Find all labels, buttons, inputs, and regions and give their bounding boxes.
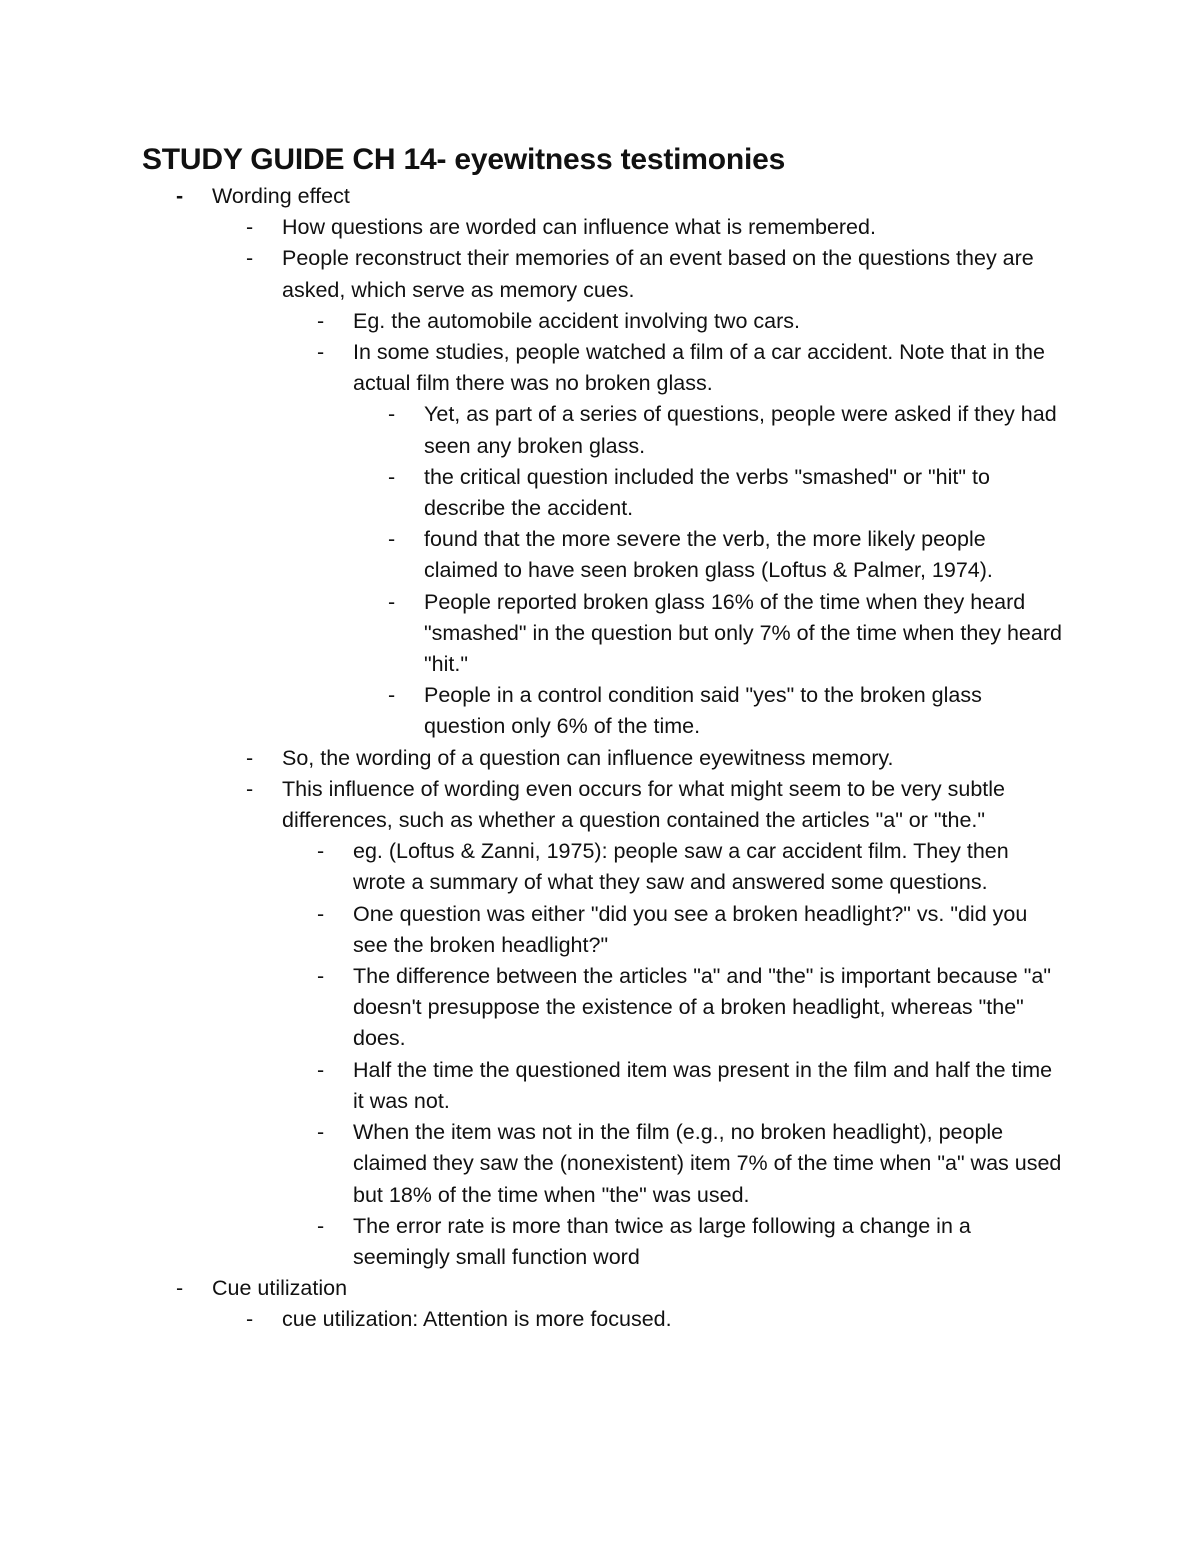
list-item-level-4 <box>0 524 1064 586</box>
list-item-level-2 <box>0 1304 1062 1335</box>
list-item-level-3 <box>0 306 1063 337</box>
list-item-level-3 <box>0 1117 1068 1211</box>
list-item-text: People reconstruct their memories of an event based on the questions they are asked, which serve as memory cues. <box>282 246 1040 302</box>
list-item-level-4 <box>0 587 1068 681</box>
list-item-level-4 <box>0 462 1064 524</box>
bullet-dash: - <box>317 901 325 926</box>
list-item-text: Half the time the questioned item was present in the film and half the time it was not. <box>353 1057 1059 1113</box>
list-item-level-4 <box>0 680 1064 742</box>
bullet-dash: - <box>176 184 184 208</box>
list-item-level-3 <box>0 961 1063 1055</box>
bullet-dash: - <box>388 589 396 614</box>
list-item-level-2 <box>0 212 1062 243</box>
bullet-dash: - <box>246 776 254 801</box>
list-item-text: People in a control condition said "yes" to the broken glass question only 6% of the time. <box>424 683 988 739</box>
bullet-dash: - <box>246 246 254 271</box>
bullet-dash: - <box>317 1213 325 1238</box>
bullet-dash: - <box>317 308 325 333</box>
bullet-dash: - <box>246 1307 254 1332</box>
list-item-level-2 <box>0 243 1062 305</box>
list-item-level-2 <box>0 774 1062 836</box>
list-item-text: Cue utilization <box>212 1276 348 1301</box>
bullet-dash: - <box>388 402 396 427</box>
list-item-text: How questions are worded can influence what is remembered. <box>282 215 876 240</box>
list-item-level-2 <box>0 743 1062 774</box>
list-item-text: The error rate is more than twice as large following a change in a seemingly small function word <box>353 1213 977 1269</box>
list-item-text: People reported broken glass 16% of the time when they heard "smashed" in the question but only 7% of the time when they heard "hit." <box>424 589 1068 677</box>
bullet-dash: - <box>246 215 254 240</box>
list-item-text: One question was either "did you see a broken headlight?" vs. "did you see the broken headlight?" <box>353 901 1034 957</box>
list-item-level-3 <box>0 337 1063 399</box>
bullet-dash: - <box>388 464 396 489</box>
list-item-text: cue utilization: Attention is more focused. <box>282 1307 672 1332</box>
list-item-level-3 <box>0 1211 1063 1273</box>
list-item-text: When the item was not in the film (e.g., no broken headlight), people claimed they saw the (nonexistent) item 7% of the time when "a" was used but 18% of the time when "the" was used. <box>353 1120 1068 1207</box>
list-item-level-1 <box>0 1273 1062 1304</box>
bullet-dash: - <box>388 683 396 708</box>
bullet-dash: - <box>388 527 396 552</box>
list-item-level-3 <box>0 899 1063 961</box>
bullet-dash: - <box>317 340 325 365</box>
list-item-text: the critical question included the verbs "smashed" or "hit" to describe the accident. <box>424 464 996 521</box>
list-item-text: eg. (Loftus & Zanni, 1975): people saw a car accident film. They then wrote a summary of what they saw and answered some questions. <box>353 839 1015 895</box>
list-item-text: Yet, as part of a series of questions, people were asked if they had seen any broken glass. <box>424 402 1063 458</box>
list-item-text: found that the more severe the verb, the more likely people claimed to have seen broken glass (Loftus & Palmer, 1974). <box>424 527 993 583</box>
bullet-dash: - <box>246 745 254 770</box>
bullet-dash: - <box>317 839 325 864</box>
list-item-text: Eg. the automobile accident involving two cars. <box>353 308 800 333</box>
list-item-text: Wording effect <box>212 184 350 208</box>
bullet-dash: - <box>317 1057 325 1082</box>
list-item-level-3 <box>0 1055 1063 1117</box>
list-item-level-1 <box>0 181 1062 212</box>
bullet-dash: - <box>176 1276 184 1301</box>
list-item-level-3 <box>0 836 1063 898</box>
list-item-text: This influence of wording even occurs for what might seem to be very subtle differences, such as whether a question contained the articles "a" or "the." <box>282 776 1011 833</box>
list-item-level-4 <box>0 399 1064 461</box>
list-item-text: The difference between the articles "a" and "the" is important because "a" doesn't presuppose the existence of a broken headlight, whereas "the" does. <box>353 964 1057 1051</box>
bullet-outline <box>0 181 1200 1336</box>
page-title: STUDY GUIDE CH 14- eyewitness testimonies <box>142 143 786 176</box>
bullet-dash: - <box>317 964 325 989</box>
bullet-dash: - <box>317 1120 325 1145</box>
list-item-text: In some studies, people watched a film of a car accident. Note that in the actual film there was no broken glass. <box>353 340 1051 396</box>
list-item-text: So, the wording of a question can influence eyewitness memory. <box>282 745 894 770</box>
